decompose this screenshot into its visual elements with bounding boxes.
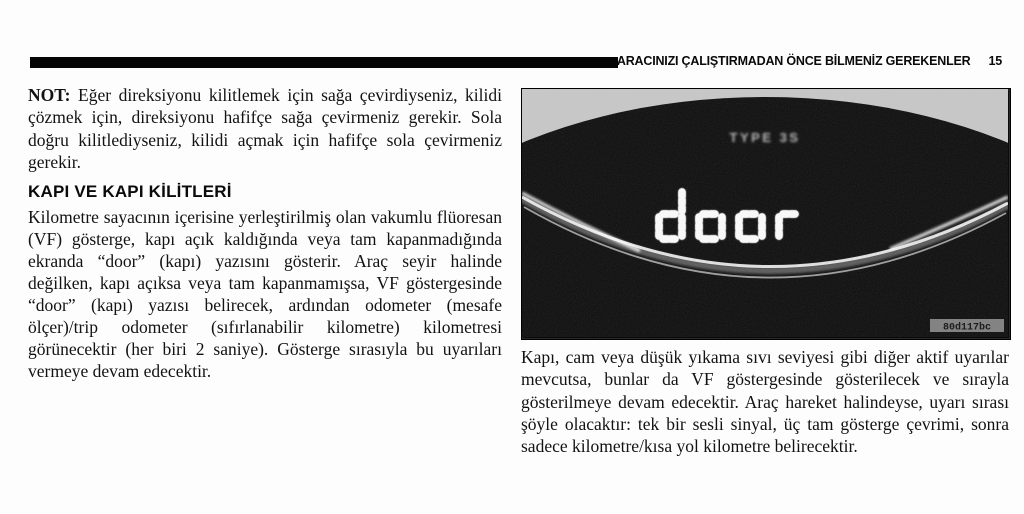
note-label: NOT:: [28, 85, 71, 105]
figure-caption: Kapı, cam veya düşük yıkama sıvı seviyesi gibi diğer aktif uyarılar mevcutsa, bunlar da VF göstergesinde gösterilecek ve sırayla gösterilmeye devam edecektir. Araç hareket halindeyse, uyarı sırası şöyle olacaktır: tek bir sesli sinyal, üç tam gösterge çevrimi, sonra sadece kilometre/kısa yol kilometre belirecektir.: [521, 347, 1009, 457]
cluster-photo-figure: [521, 88, 1011, 340]
page-number: 15: [988, 54, 1002, 68]
note-paragraph: [28, 84, 502, 173]
left-column: [28, 84, 502, 382]
header-rule-bar: [30, 57, 618, 68]
note-text: Eğer direksiyonu kilitlemek için sağa çevirdiyseniz, kilidi çözmek için, direksiyonu hafifçe sağa çevirmeniz gerekir. Sola doğru kilitlediyseniz, kilidi açmak için hafifçe sola çevirmeniz gerekir.: [28, 85, 502, 172]
figure-code: 80d117bc: [942, 322, 992, 334]
type-label: TYPE 3S: [729, 130, 801, 145]
cluster-photo-svg: [522, 89, 1008, 337]
running-header: [616, 54, 1002, 68]
running-header-title: ARACINIZI ÇALIŞTIRMADAN ÖNCE BİLMENİZ GEREKENLER: [616, 54, 971, 68]
section-body-paragraph: Kilometre sayacının içerisine yerleştirilmiş olan vakumlu flüoresan (VF) gösterge, kapı açık kaldığında veya tam kapanmadığında ekranda “door” (kapı) yazısını gösterir. Araç seyir halinde değilken, kapı açıksa veya tam kapanmamışsa, VF göstergesinde “door” (kapı) yazısı belirecek, ardından odometer (mesafe ölçer)/trip odometer (sıfırlanabilir kilometre) kilometresi görünecektir (her biri 2 saniye). Gösterge sırasıyla bu uyarıları vermeye devam edecektir.: [28, 207, 502, 381]
figure-code-plate: [930, 319, 1004, 334]
section-heading: KAPI VE KAPI KİLİTLERİ: [28, 182, 232, 202]
